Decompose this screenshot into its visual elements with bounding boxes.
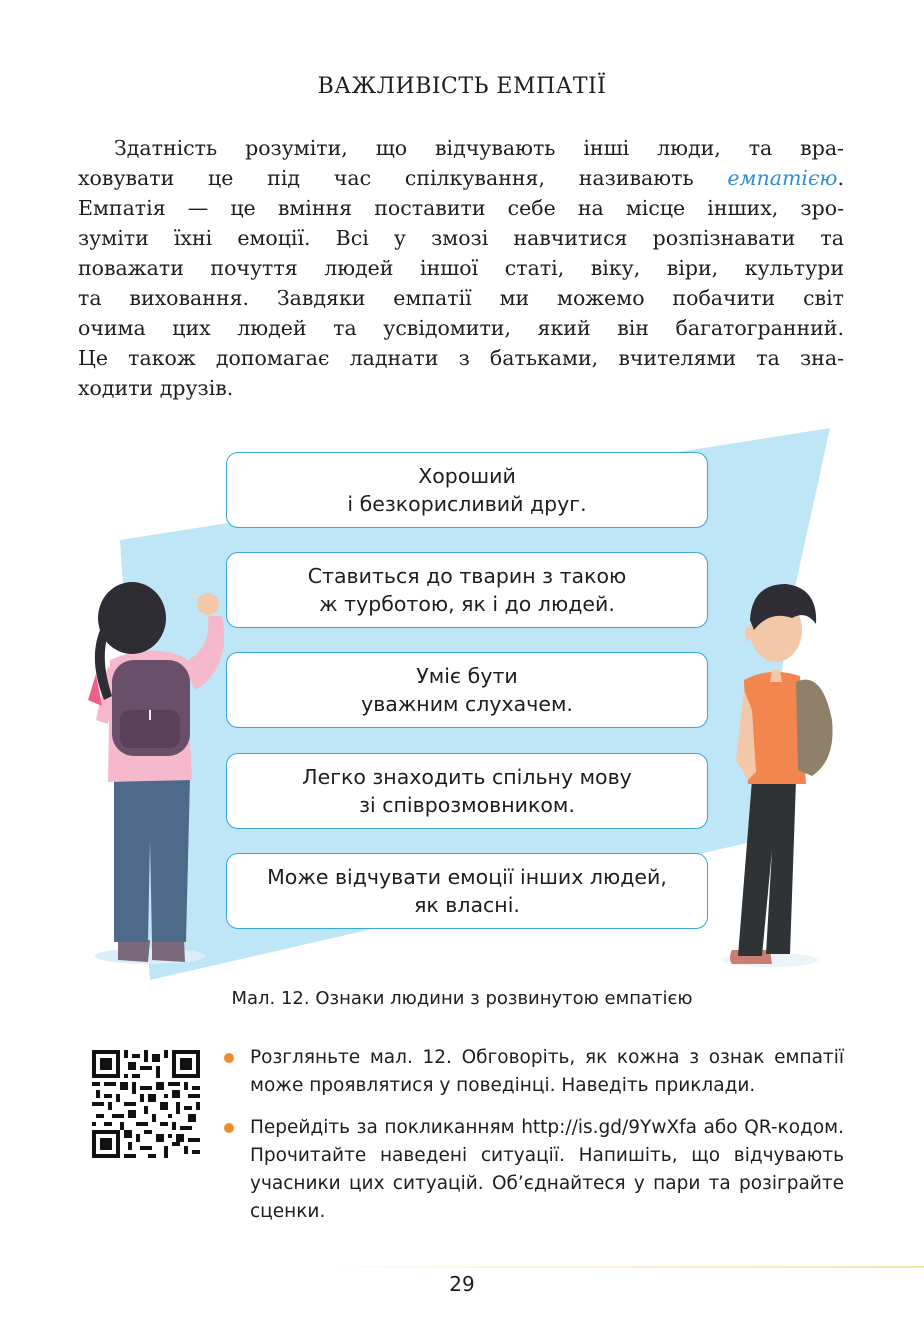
- qr-code-icon[interactable]: [92, 1050, 200, 1158]
- footer-divider: [300, 1266, 924, 1268]
- term-empathy: емпатією: [727, 166, 838, 190]
- paragraph-text: .: [837, 166, 844, 190]
- page-number: 29: [449, 1272, 475, 1296]
- list-item: [222, 1044, 844, 1100]
- figure-caption: Мал. 12. Ознаки людини з розвинутою емпатією: [231, 988, 693, 1009]
- intro-paragraph: [78, 133, 844, 403]
- paragraph-line: ходити друзів.: [78, 376, 234, 400]
- paragraph-line: зуміти їхні емоції. Всі у змозі навчитися розпізнавати та: [78, 226, 844, 250]
- paragraph-text: ховувати це під час спілкування, називають: [78, 166, 728, 190]
- empathy-figure: [0, 420, 924, 980]
- trait-box: Легко знаходить спільну мову зі співрозмовником.: [226, 753, 708, 829]
- paragraph-line: поважати почуття людей іншої статі, віку, віри, культури: [78, 256, 844, 280]
- trait-box: Уміє бути уважним слухачем.: [226, 652, 708, 728]
- paragraph-line: Здатність розуміти, що відчувають інші люди, та вра-: [114, 136, 844, 160]
- paragraph-line: [78, 163, 844, 193]
- trait-box: Ставиться до тварин з такою ж турботою, як і до людей.: [226, 552, 708, 628]
- trait-box: Хороший і безкорисливий друг.: [226, 452, 708, 528]
- paragraph-line: очима цих людей та усвідомити, який він багатогранний.: [78, 316, 844, 340]
- bullet-icon: [224, 1053, 234, 1063]
- list-item: [222, 1114, 844, 1226]
- trait-box: Може відчувати емоції інших людей, як власні.: [226, 853, 708, 929]
- paragraph-line: Емпатія — це вміння поставити себе на місце інших, зро-: [78, 196, 844, 220]
- page-title: ВАЖЛИВІСТЬ ЕМПАТІЇ: [317, 74, 607, 99]
- paragraph-line: та виховання. Завдяки емпатії ми можемо побачити світ: [78, 286, 844, 310]
- paragraph-line: Це також допомагає ладнати з батьками, вчителями та зна-: [78, 346, 844, 370]
- task-text: Перейдіть за покликанням http://is.gd/9YwXfa або QR-кодом. Прочитайте наведені ситуації. Напишіть, що відчувають учасники цих ситуацій. Об’єднайтеся у пари та розіграйте сценки.: [250, 1117, 844, 1222]
- task-text: Розгляньте мал. 12. Обговоріть, як кожна з ознак емпатії може проявлятися у поведінці. Наведіть приклади.: [250, 1047, 844, 1096]
- task-list: [222, 1044, 844, 1240]
- bullet-icon: [224, 1123, 234, 1133]
